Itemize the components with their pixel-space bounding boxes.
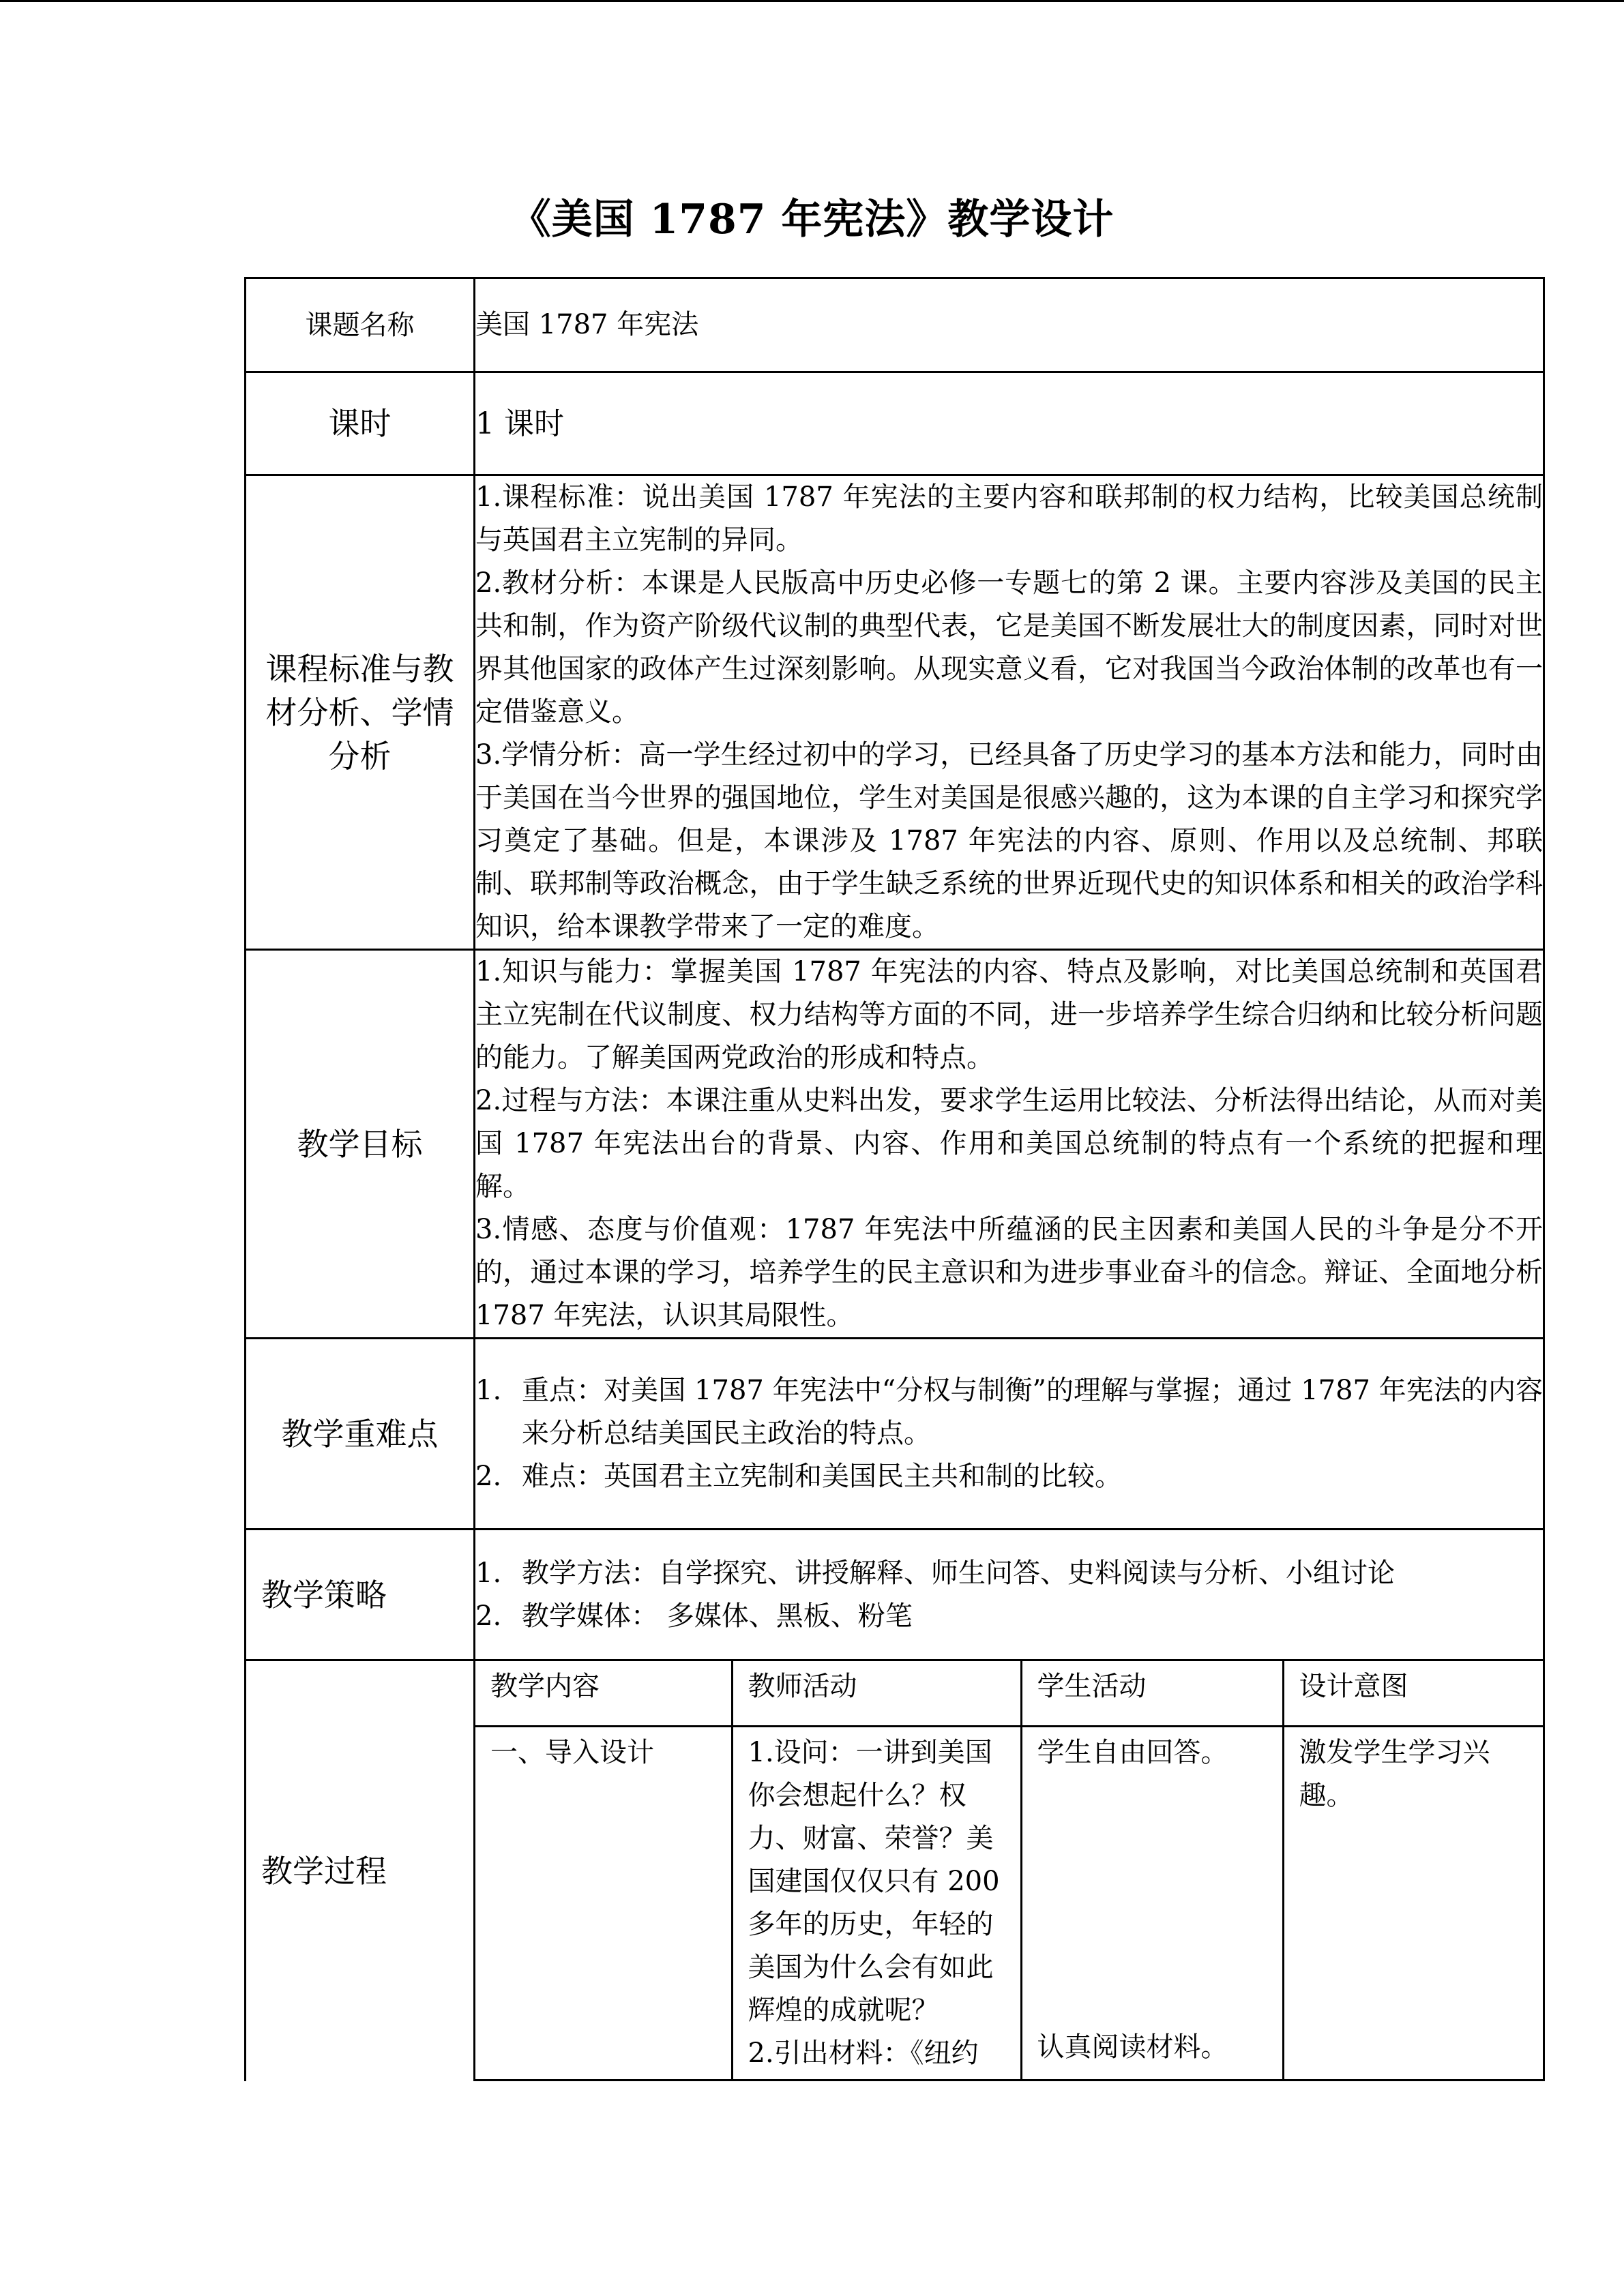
list-item — [475, 1552, 1543, 1595]
keypoints-label: 教学重难点 — [246, 1339, 475, 1530]
keypoints-content — [475, 1339, 1544, 1530]
row-process — [246, 1660, 1544, 2081]
row-objectives — [246, 950, 1544, 1339]
list-text: 重点：对美国 1787 年宪法中“分权与制衡”的理解与掌握；通过 1787 年宪法的内容来分析总结美国民主政治的特点。 — [522, 1375, 1543, 1449]
list-number: 2. — [475, 1461, 502, 1492]
process-header-cell: 学生活动 — [1021, 1661, 1283, 1726]
strategy-label: 教学策略 — [246, 1530, 475, 1660]
row-strategy — [246, 1530, 1544, 1660]
student-activity-2: 认真阅读材料。 — [1037, 2031, 1228, 2063]
process-header-cell: 设计意图 — [1283, 1661, 1545, 1726]
process-content-cell: 一、导入设计 — [475, 1726, 732, 2080]
objectives-paragraph: 3.情感、态度与价值观：1787 年宪法中所蕴涵的民主因素和美国人民的斗争是分不开的，通过本课的学习，培养学生的民主意识和为进步事业奋斗的信念。辩证、全面地分析 1787 年宪法，认识其局限性。 — [475, 1214, 1543, 1331]
objectives-label: 教学目标 — [246, 950, 475, 1339]
objectives-content — [475, 950, 1544, 1339]
row-analysis — [246, 475, 1544, 950]
row-keypoints — [246, 1339, 1544, 1530]
process-row — [475, 1726, 1545, 2080]
hours-label: 课时 — [246, 372, 475, 475]
strategy-content — [475, 1530, 1544, 1660]
list-item — [475, 1455, 1543, 1498]
keypoints-list — [475, 1369, 1543, 1498]
objectives-paragraph: 1.知识与能力：掌握美国 1787 年宪法的内容、特点及影响，对比美国总统制和英国君主立宪制在代议制度、权力结构等方面的不同，进一步培养学生综合归纳和比较分析问题的能力。了解美国两党政治的形成和特点。 — [475, 956, 1543, 1073]
list-item — [475, 1369, 1543, 1455]
page-top-border — [0, 0, 1624, 2]
analysis-paragraph: 3.学情分析：高一学生经过初中的学习，已经具备了历史学习的基本方法和能力，同时由于美国在当今世界的强国地位，学生对美国是很感兴趣的，这为本课的自主学习和探究学习奠定了基础。但是，本课涉及 1787 年宪法的内容、原则、作用以及总统制、邦联制、联邦制等政治概念，由于学生缺乏系统的世界近现代史的知识体系和相关的政治学科知识，给本课教学带来了一定的难度。 — [475, 739, 1543, 942]
objectives-paragraph: 2.过程与方法：本课注重从史料出发，要求学生运用比较法、分析法得出结论，从而对美国 1787 年宪法出台的背景、内容、作用和美国总统制的特点有一个系统的把握和理解。 — [475, 1085, 1543, 1202]
topic-label: 课题名称 — [246, 278, 475, 372]
list-text: 教学方法：自学探究、讲授解释、师生问答、史料阅读与分析、小组讨论 — [522, 1557, 1395, 1589]
row-hours — [246, 372, 1544, 475]
process-header-cell: 教学内容 — [475, 1661, 732, 1726]
process-header-row — [475, 1661, 1545, 1726]
student-activity-1: 学生自由回答。 — [1037, 1736, 1228, 1768]
teacher-activity-2: 2.引出材料：《纽约 — [748, 2037, 979, 2069]
topic-value: 美国 1787 年宪法 — [475, 278, 1544, 372]
teacher-activity-1: 1.设问：一讲到美国你会想起什么？权力、财富、荣誉？美国建国仅仅只有 200 多年的历史，年轻的美国为什么会有如此辉煌的成就呢？ — [748, 1736, 1000, 2026]
list-text: 难点：英国君主立宪制和美国民主共和制的比较。 — [522, 1461, 1122, 1492]
process-student-cell — [1021, 1726, 1283, 2080]
process-content — [475, 1660, 1544, 2081]
process-table — [475, 1661, 1545, 2081]
hours-value: 1 课时 — [475, 372, 1544, 475]
list-number: 1. — [475, 1375, 502, 1406]
analysis-content — [475, 475, 1544, 950]
list-number: 2. — [475, 1600, 502, 1632]
process-header-cell: 教师活动 — [732, 1661, 1021, 1726]
strategy-list — [475, 1552, 1543, 1638]
analysis-paragraph: 1.课程标准：说出美国 1787 年宪法的主要内容和联邦制的权力结构，比较美国总统制与英国君主立宪制的异同。 — [475, 481, 1543, 556]
analysis-paragraph: 2.教材分析：本课是人民版高中历史必修一专题七的第 2 课。主要内容涉及美国的民主共和制，作为资产阶级代议制的典型代表，它是美国不断发展壮大的制度因素，同时对世界其他国家的政体产生过深刻影响。从现实意义看，它对我国当今政治体制的改革也有一定借鉴意义。 — [475, 567, 1543, 728]
row-topic — [246, 278, 1544, 372]
process-label: 教学过程 — [246, 1660, 475, 2081]
list-number: 1. — [475, 1557, 502, 1589]
list-item — [475, 1595, 1543, 1638]
list-text: 教学媒体： 多媒体、黑板、粉笔 — [522, 1600, 913, 1632]
process-teacher-cell — [732, 1726, 1021, 2080]
process-intent-cell: 激发学生学习兴趣。 — [1283, 1726, 1545, 2080]
document-title: 《美国 1787 年宪法》教学设计 — [510, 196, 1114, 243]
lesson-plan-table — [244, 277, 1545, 2081]
analysis-label: 课程标准与教材分析、学情分析 — [246, 475, 475, 950]
